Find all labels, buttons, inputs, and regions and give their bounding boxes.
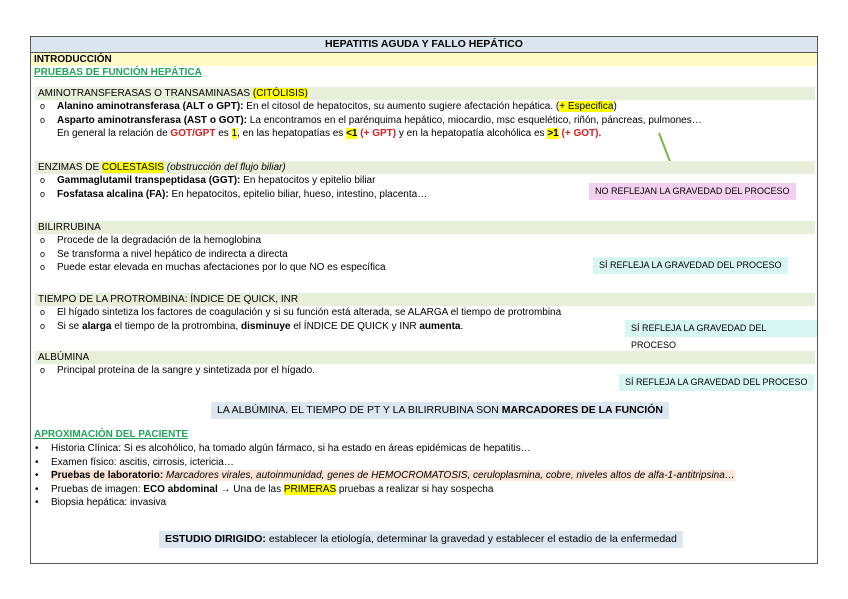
rel-gt1: >1 xyxy=(547,128,559,139)
list-item-ast xyxy=(35,114,815,128)
list-item-historia: • Historia Clínica: Si es alcohólico, ha tomado algún fármaco, si ha estado en áreas epidémicas de hepatitis… xyxy=(31,442,811,456)
list-item: o Se transforma a nivel hepático de indirecta a directa xyxy=(35,248,815,262)
page-title: HEPATITIS AGUDA Y FALLO HEPÁTICO xyxy=(31,37,817,53)
alt-text: En el citosol de hepatocitos, su aumento sugiere afectación hepática. ( xyxy=(243,101,560,112)
estudio-text: establecer la etiología, determinar la gravedad y establecer el estadio de la enfermedad xyxy=(265,533,677,545)
estudio-banner xyxy=(159,531,683,548)
marcadores-text: LA ALBÚMINA. EL TIEMPO DE PT Y LA BILIRRUBINA SON xyxy=(217,404,502,416)
alt-label: Alanino aminotransferasa (ALT o GPT): xyxy=(57,101,244,112)
rel-a: En general la relación de xyxy=(57,128,171,139)
list-item-imagen xyxy=(31,483,811,497)
fa-text: En hepatocitos, epitelio biliar, hueso, intestino, placenta… xyxy=(168,188,428,200)
pt-e: el ÍNDICE DE QUICK y INR xyxy=(290,320,420,332)
ggt-label: Gammaglutamil transpeptidasa (GGT): xyxy=(57,175,241,186)
aproximacion-link[interactable]: APROXIMACIÓN DEL PACIENTE xyxy=(34,429,189,440)
rel-gpt: (+ GPT) xyxy=(357,128,397,139)
img-d: pruebas a realizar si hay sospecha xyxy=(336,483,494,495)
list-item-alt xyxy=(35,100,815,114)
marcadores-bold: MARCADORES DE LA FUNCIÓN xyxy=(501,404,663,416)
lab-text: Marcadores virales, autoinmunidad, genes de HEMOCROMATOSIS, ceruloplasmina, cobre, niveles altos de alfa-1-antitripsina… xyxy=(163,470,735,481)
pt-g: . xyxy=(460,320,464,332)
pt-disminuye: disminuye xyxy=(241,320,291,332)
rel-d: y en la hepatopatía alcohólica es xyxy=(396,128,548,139)
pt-aumenta: aumenta xyxy=(419,320,461,332)
list-item-examen: • Examen físico: ascitis, cirrosis, ictericia… xyxy=(31,456,811,470)
estudio-bold: ESTUDIO DIRIGIDO: xyxy=(165,533,266,545)
primeras-highlight: PRIMERAS xyxy=(283,483,337,495)
ast-text: La encontramos en el parénquima hepático, miocardio, msc esquelético, riñón, páncreas, pulmones… xyxy=(247,114,702,126)
pruebas-link[interactable]: PRUEBAS DE FUNCIÓN HEPÁTICA xyxy=(34,67,202,78)
colestasis-heading xyxy=(35,161,815,174)
transaminasas-section xyxy=(35,87,815,141)
pt-c: el tiempo de la protrombina, xyxy=(111,320,241,332)
si-gravedad-tag-bilirrubina: SÍ REFLEJA LA GRAVEDAD DEL PROCESO xyxy=(593,257,788,274)
fa-label: Fosfatasa alcalina (FA): xyxy=(57,188,169,200)
rel-got: (+ GOT). xyxy=(558,128,602,139)
list-item-protrombina-1: o El hígado sintetiza los factores de coagulación y si su función está alterada, se ALARGA el tiempo de protrombina xyxy=(35,306,815,320)
img-c: → Una de las xyxy=(217,483,284,495)
list-item: o Procede de la degradación de la hemoglobina xyxy=(35,234,815,248)
list-item-biopsia: • Biopsia hepática: invasiva xyxy=(31,496,811,510)
colestasis-head-italic: (obstrucción del flujo biliar) xyxy=(163,162,286,173)
intro-heading: INTRODUCCIÓN xyxy=(31,53,817,66)
marcadores-banner xyxy=(211,402,669,419)
ggt-text: En hepatocitos y epitelio biliar xyxy=(240,175,376,186)
list-item: o Puede estar elevada en muchas afectaciones por lo que NO es específica xyxy=(35,261,815,275)
list-item-laboratorio xyxy=(31,469,811,483)
alt-end: ) xyxy=(613,101,617,112)
rel-one: 1 xyxy=(231,128,238,139)
img-a: Pruebas de imagen: xyxy=(51,483,144,495)
no-gravedad-tag: NO REFLEJAN LA GRAVEDAD DEL PROCESO xyxy=(589,183,796,200)
aproximacion-section xyxy=(31,442,811,510)
relacion-line xyxy=(35,127,815,141)
transaminasas-head-text: AMINOTRANSFERASAS O TRANSAMINASAS xyxy=(38,88,253,99)
si-gravedad-tag-protrombina: SÍ REFLEJA LA GRAVEDAD DEL PROCESO xyxy=(625,320,817,337)
lab-label: Pruebas de laboratorio: xyxy=(51,470,164,481)
colestasis-highlight: COLESTASIS xyxy=(101,162,164,173)
colestasis-head-a: ENZIMAS DE xyxy=(38,162,102,173)
protrombina-heading: TIEMPO DE LA PROTROMBINA: ÍNDICE DE QUICK, INR xyxy=(35,293,815,306)
ast-label: Asparto aminotransferasa (AST o GOT): xyxy=(57,114,248,126)
img-eco: ECO abdominal xyxy=(143,483,218,495)
si-gravedad-tag-albumina: SÍ REFLEJA LA GRAVEDAD DEL PROCESO xyxy=(619,374,814,391)
bilirrubina-heading: BILIRRUBINA xyxy=(35,221,815,234)
rel-c: , en las hepatopatías es xyxy=(237,128,347,139)
especifica-highlight: + Especifica xyxy=(559,101,614,112)
rel-b: es xyxy=(215,128,232,139)
pt-alarga: alarga xyxy=(82,320,112,332)
pt-a: Si se xyxy=(57,320,83,332)
got-gpt-ratio: GOT/GPT xyxy=(170,128,216,139)
citolisis-highlight: (CITÓLISIS) xyxy=(252,88,308,99)
albumina-heading: ALBÚMINA xyxy=(35,351,815,364)
document-frame xyxy=(30,36,818,564)
rel-lt1: <1 xyxy=(346,128,358,139)
list-item-albumina: o Principal proteína de la sangre y sintetizada por el hígado. xyxy=(35,364,815,378)
transaminasas-heading xyxy=(35,87,815,100)
